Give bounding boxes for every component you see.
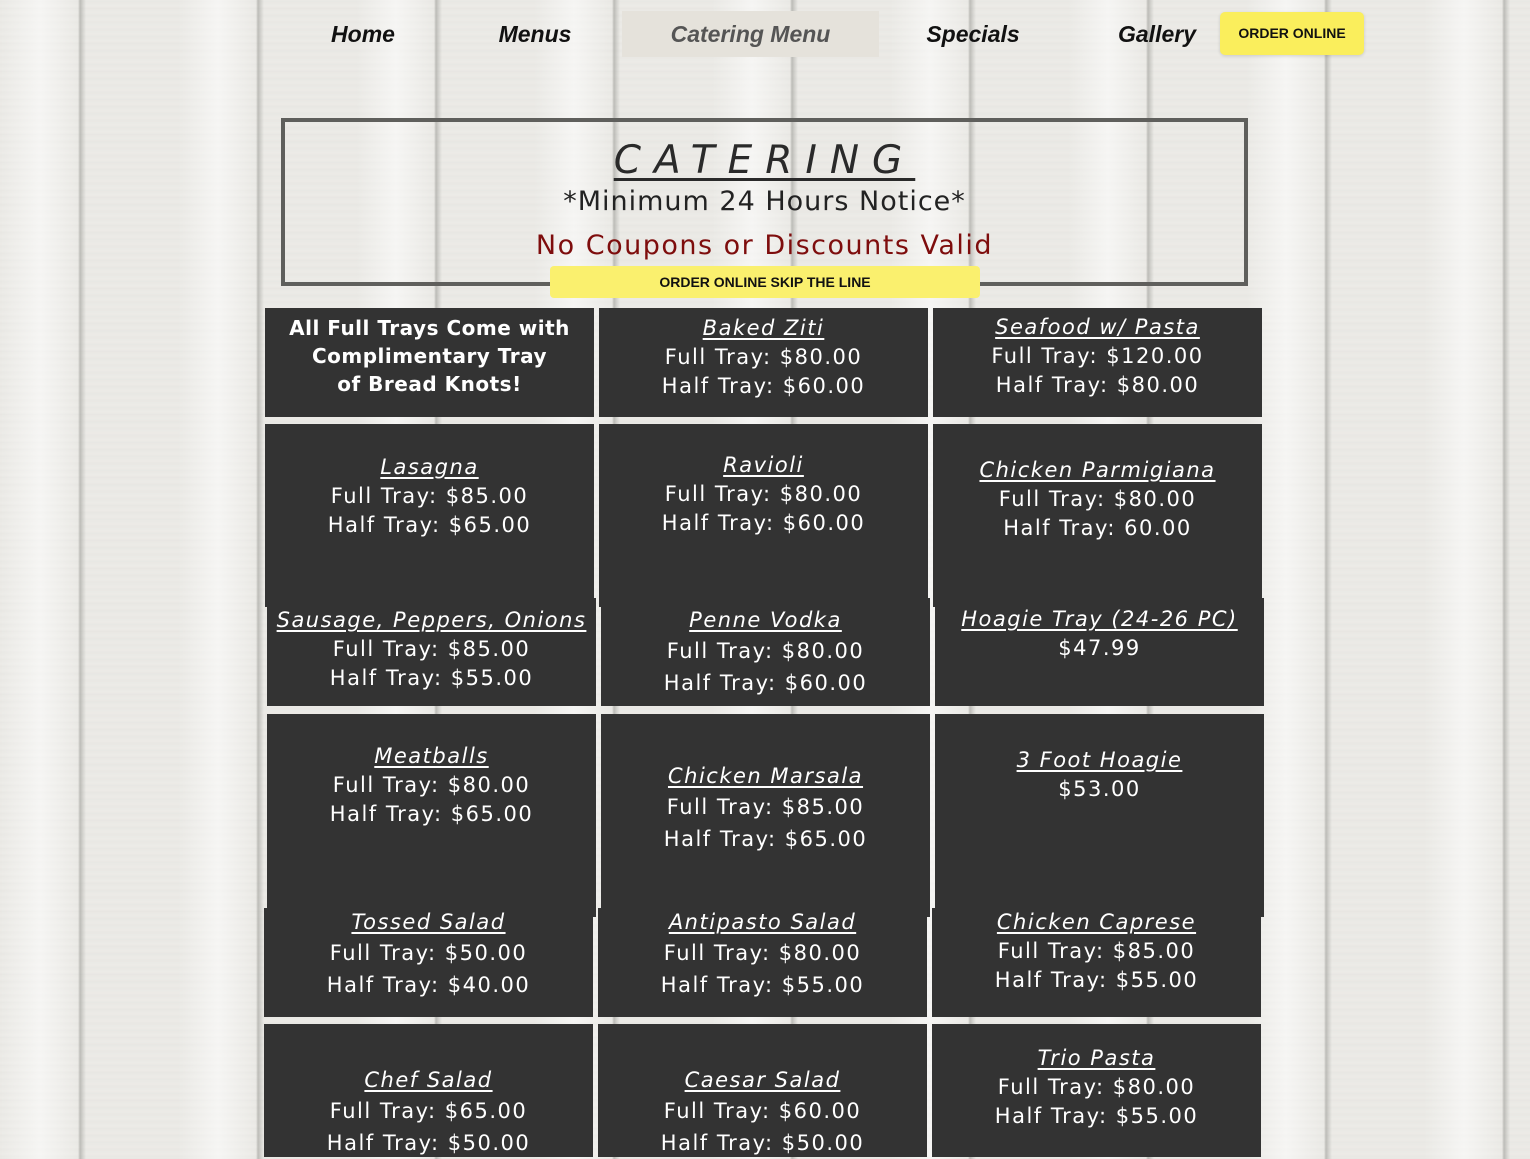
half-tray-price: Half Tray: $55.00	[994, 1104, 1199, 1128]
menu-item-card	[264, 1024, 593, 1157]
item-name: Chicken Caprese	[996, 910, 1197, 934]
menu-item-card	[599, 308, 928, 417]
item-name: 3 Foot Hoagie	[1016, 748, 1183, 772]
nav-catering-menu[interactable]: Catering Menu	[622, 11, 879, 57]
half-tray-price: Half Tray: $40.00	[326, 973, 531, 997]
menu-item-card	[265, 424, 594, 607]
full-tray-price: Full Tray: $65.00	[329, 1099, 528, 1123]
nav-menus[interactable]: Menus	[498, 21, 572, 47]
item-name: Meatballs	[374, 744, 489, 768]
item-name: Chef Salad	[364, 1068, 493, 1092]
menu-item-card	[598, 908, 927, 1017]
nav-home[interactable]: Home	[331, 21, 395, 47]
full-tray-price: Full Tray: $80.00	[997, 1075, 1196, 1099]
menu-item-card	[932, 908, 1261, 1017]
full-tray-price: Full Tray: $85.00	[330, 484, 529, 508]
item-name: Lasagna	[380, 455, 479, 479]
item-price: $47.99	[1058, 636, 1141, 660]
menu-item-card	[601, 598, 930, 706]
item-price: $53.00	[1058, 777, 1141, 801]
full-tray-price: Full Tray: $60.00	[663, 1099, 862, 1123]
full-tray-price: Full Tray: $85.00	[666, 795, 865, 819]
coupon-warning: No Coupons or Discounts Valid	[535, 230, 994, 261]
half-tray-price: Half Tray: $55.00	[329, 666, 534, 690]
menu-item-card	[267, 598, 596, 706]
full-tray-price: Full Tray: $120.00	[991, 344, 1204, 368]
item-name: Caesar Salad	[684, 1068, 841, 1092]
item-name: Antipasto Salad	[668, 910, 857, 934]
item-name: Chicken Marsala	[667, 764, 864, 788]
order-online-button[interactable]: ORDER ONLINE	[1220, 12, 1364, 55]
full-tray-price: Full Tray: $85.00	[332, 637, 531, 661]
page-title: CATERING	[613, 138, 916, 183]
item-name: Baked Ziti	[702, 316, 825, 340]
half-tray-price: Half Tray: $50.00	[660, 1131, 865, 1155]
full-tray-price: Full Tray: $80.00	[663, 941, 862, 965]
catering-header-box	[281, 118, 1248, 286]
menu-item-card	[935, 714, 1264, 917]
half-tray-price: Half Tray: $65.00	[327, 513, 532, 537]
menu-item-card	[935, 598, 1264, 706]
half-tray-price: Half Tray: $65.00	[663, 827, 868, 851]
half-tray-price: Half Tray: $65.00	[329, 802, 534, 826]
menu-item-card	[932, 1024, 1261, 1157]
full-tray-price: Full Tray: $80.00	[332, 773, 531, 797]
half-tray-price: Half Tray: 60.00	[1003, 516, 1192, 540]
item-name: Seafood w/ Pasta	[995, 315, 1200, 339]
promo-line: All Full Trays Come with	[289, 316, 570, 340]
half-tray-price: Half Tray: $60.00	[661, 374, 866, 398]
half-tray-price: Half Tray: $55.00	[994, 968, 1199, 992]
full-tray-price: Full Tray: $80.00	[664, 482, 863, 506]
item-name: Sausage, Peppers, Onions	[276, 608, 587, 632]
full-tray-price: Full Tray: $80.00	[998, 487, 1197, 511]
menu-item-card	[267, 714, 596, 917]
notice-text: *Minimum 24 Hours Notice*	[563, 186, 966, 217]
menu-item-card	[933, 308, 1262, 417]
item-name: Penne Vodka	[689, 608, 842, 632]
full-tray-price: Full Tray: $50.00	[329, 941, 528, 965]
nav-specials[interactable]: Specials	[926, 21, 1020, 47]
item-name: Chicken Parmigiana	[979, 458, 1216, 482]
full-tray-price: Full Tray: $80.00	[666, 639, 865, 663]
menu-item-card	[599, 424, 928, 607]
half-tray-price: Half Tray: $60.00	[663, 671, 868, 695]
half-tray-price: Half Tray: $50.00	[326, 1131, 531, 1155]
full-tray-price: Full Tray: $85.00	[997, 939, 1196, 963]
menu-item-card	[264, 908, 593, 1017]
half-tray-price: Half Tray: $55.00	[660, 973, 865, 997]
full-tray-price: Full Tray: $80.00	[664, 345, 863, 369]
half-tray-price: Half Tray: $60.00	[661, 511, 866, 535]
menu-item-card	[598, 1024, 927, 1157]
item-name: Ravioli	[723, 453, 804, 477]
top-navigation	[0, 0, 1530, 68]
menu-item-card	[933, 424, 1262, 607]
promo-line: of Bread Knots!	[337, 372, 522, 396]
half-tray-price: Half Tray: $80.00	[995, 373, 1200, 397]
order-online-skip-line-button[interactable]: ORDER ONLINE SKIP THE LINE	[550, 266, 980, 298]
promo-card	[265, 308, 594, 417]
item-name: Tossed Salad	[351, 910, 506, 934]
item-name: Trio Pasta	[1037, 1046, 1156, 1070]
promo-line: Complimentary Tray	[311, 344, 548, 368]
nav-gallery[interactable]: Gallery	[1118, 21, 1196, 47]
menu-item-card	[601, 714, 930, 917]
item-name: Hoagie Tray (24-26 PC)	[961, 607, 1238, 631]
